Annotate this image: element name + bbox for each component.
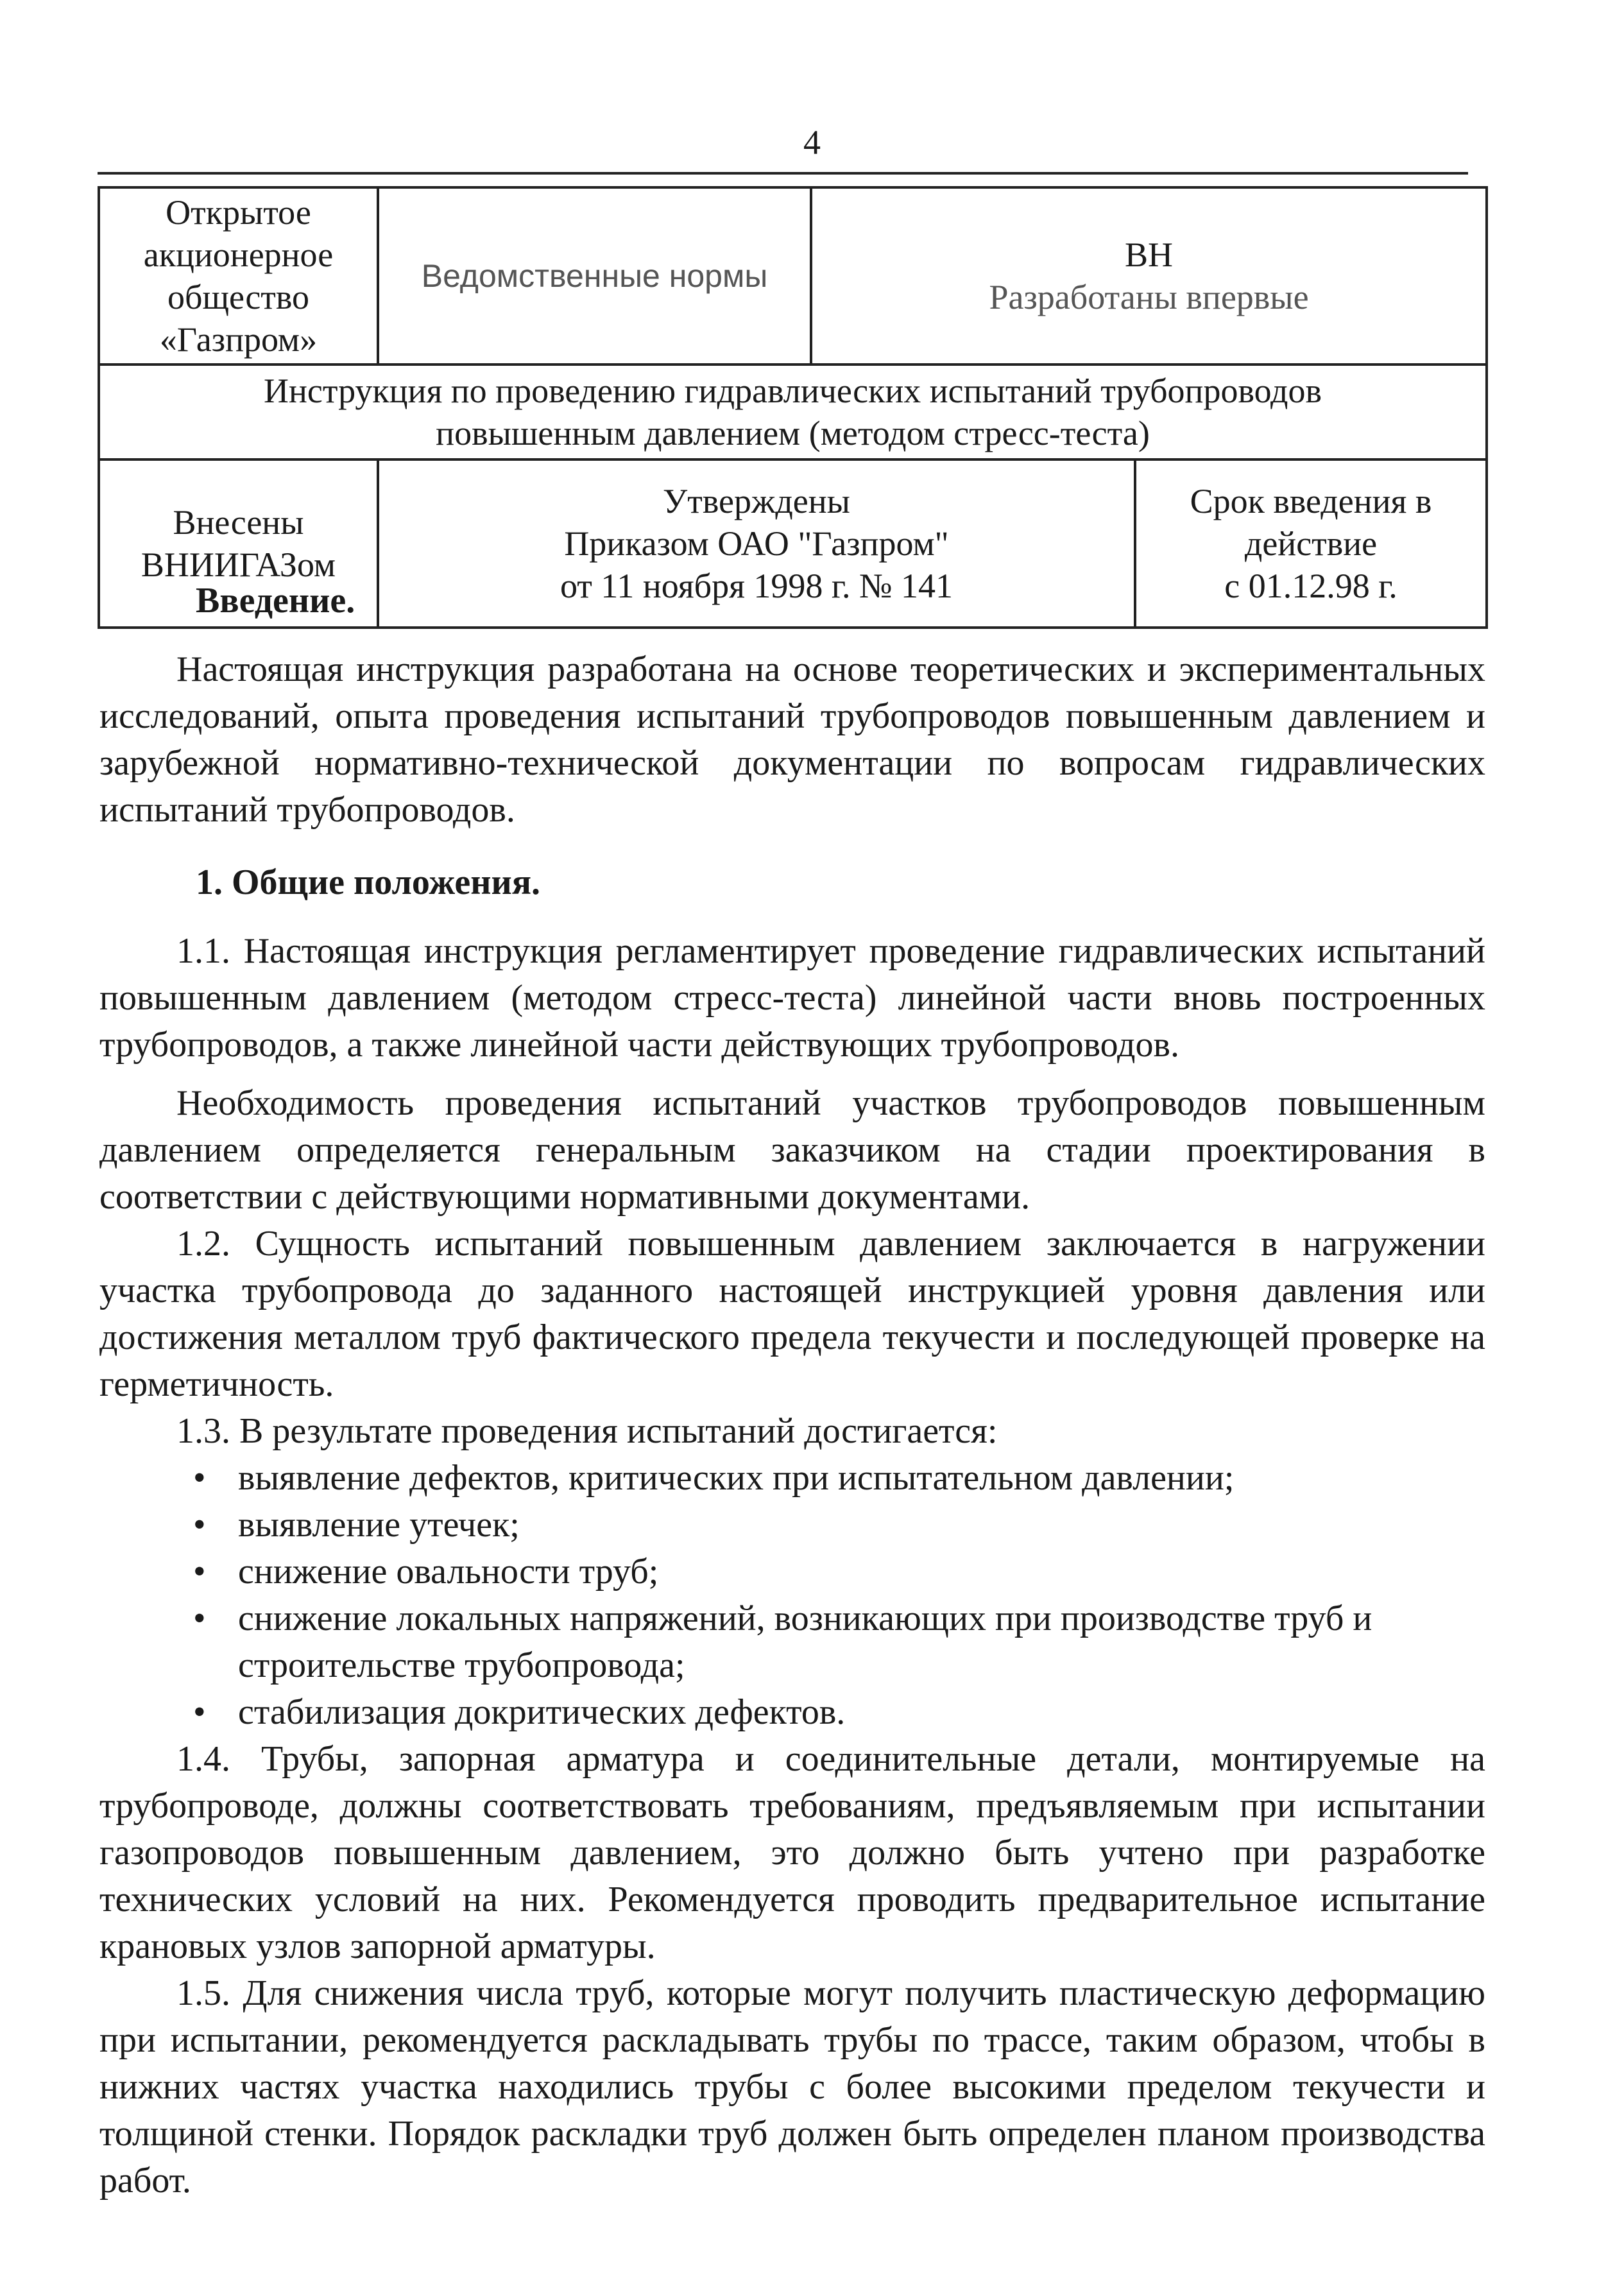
code-cell [811, 187, 1487, 365]
document-body [99, 578, 1485, 2204]
list-item: • выявление утечек; [234, 1502, 1485, 1548]
org-line-2: общество «Газпром» [159, 278, 318, 359]
page-number: 4 [803, 123, 821, 162]
paragraph-1-1b: Необходимость проведения испытаний участков трубопроводов повышенным давлением определяется генеральным заказчиком на стадии проектирования в соответствии с действующими нормативными документами. [99, 1083, 1485, 1217]
paragraph-1-1: 1.1. Настоящая инструкция регламентирует проведение гидравлических испытаний повышенным давлением (методом стресс-теста) линейной части вновь построенных трубопроводов, а также линейной части действующих трубопроводов. [99, 931, 1485, 1065]
list-item: • выявление дефектов, критических при испытательном давлении; [234, 1455, 1485, 1502]
paragraph-1-3: 1.3. В результате проведения испытаний достигается: [176, 1411, 998, 1451]
title-line-1: Инструкция по проведению гидравлических испытаний трубопроводов [264, 372, 1322, 410]
submitted-line-1: Внесены [173, 503, 304, 542]
approved-line-1: Утверждены [663, 482, 850, 520]
title-line-2: повышенным давлением (методом стресс-теста) [436, 414, 1150, 452]
bullet-icon: • [193, 1692, 206, 1732]
list-item: • снижение локальных напряжений, возникающих при производстве труб и строительстве трубопровода; [234, 1595, 1485, 1689]
effective-line-1: Срок введения в [1190, 482, 1432, 520]
list-item: • снижение овальности труб; [234, 1548, 1485, 1595]
approved-line-3: от 11 ноября 1998 г. № 141 [560, 567, 953, 605]
paragraph-1-2: 1.2. Сущность испытаний повышенным давлением заключается в нагружении участка трубопровода до заданного настоящей инструкцией уровня давления или достижения металлом труб фактического предела текучести и последующей проверке на герметичность. [99, 1224, 1485, 1404]
bullet-icon: • [193, 1599, 206, 1638]
org-cell [99, 187, 378, 365]
title-cell [99, 365, 1487, 459]
bullet-icon: • [193, 1552, 206, 1591]
intro-paragraph: Настоящая инструкция разработана на основе теоретических и экспериментальных исследований, опыта проведения испытаний трубопроводов повышенным давлением и зарубежной нормативно-технической документации по вопросам гидравлических испытаний трубопроводов. [99, 649, 1485, 830]
doc-code: ВН [1125, 236, 1174, 274]
results-list [99, 1455, 1485, 1736]
submitted-line-2: ВНИИГАЗом [141, 545, 336, 584]
doc-type-cell: Ведомственные нормы [378, 187, 811, 365]
bullet-icon: • [193, 1458, 206, 1498]
effective-line-2: действие [1244, 524, 1378, 563]
approved-line-2: Приказом ОАО "Газпром" [564, 524, 949, 563]
bullet-icon: • [193, 1505, 206, 1545]
doc-status: Разработаны впервые [989, 278, 1309, 316]
paragraph-1-5: 1.5. Для снижения числа труб, которые могут получить пластическую деформацию при испытании, рекомендуется раскладывать трубы по трассе, таким образом, чтобы в нижних частях участка находились трубы с более высокими пределом текучести и толщиной стенки. Порядок раскладки труб должен быть определен планом производства работ. [99, 1973, 1485, 2200]
effective-line-3: с 01.12.98 г. [1224, 567, 1397, 605]
list-item: • стабилизация докритических дефектов. [234, 1689, 1485, 1736]
org-line-1: Открытое акционерное [143, 193, 334, 274]
intro-heading: Введение. [196, 581, 355, 621]
section-1-heading: 1. Общие положения. [196, 862, 541, 902]
header-rule [98, 172, 1468, 175]
document-header-table [98, 186, 1488, 629]
paragraph-1-4: 1.4. Трубы, запорная арматура и соединительные детали, монтируемые на трубопроводе, должны соответствовать требованиям, предъявляемым при испытании газопроводов повышенным давлением, это должно быть учтено при разработке технических условий на них. Рекомендуется проводить предварительное испытание крановых узлов запорной арматуры. [99, 1739, 1485, 1966]
